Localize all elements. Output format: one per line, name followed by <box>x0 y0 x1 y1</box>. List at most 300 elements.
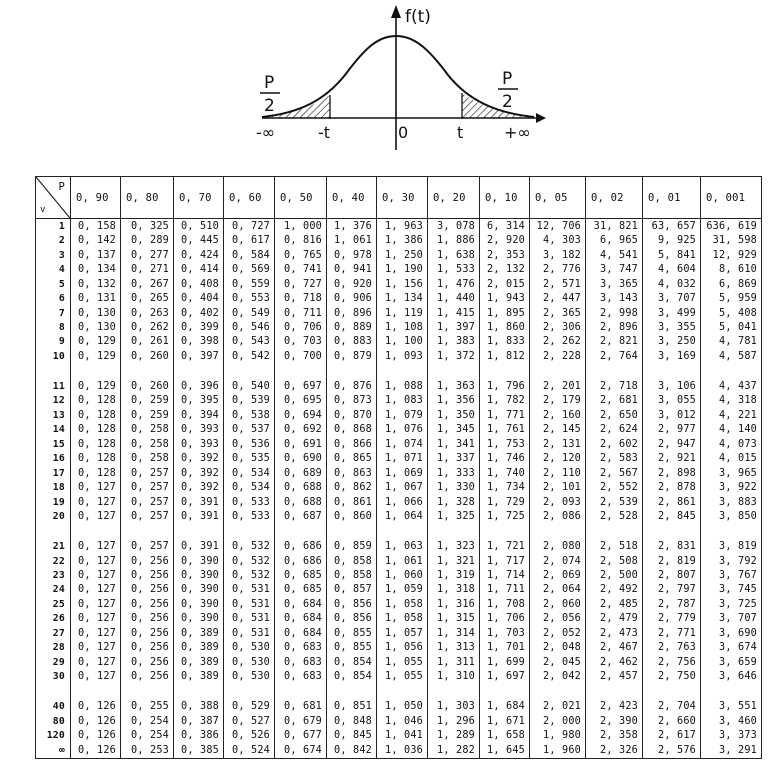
critical-value-cell: 2, 819 <box>643 554 701 568</box>
group-spacer <box>36 364 762 380</box>
critical-value-cell: 0, 857 <box>327 583 377 597</box>
table-row <box>36 335 762 349</box>
critical-value-cell: 0, 856 <box>327 597 377 611</box>
critical-value-cell: 0, 542 <box>224 349 275 363</box>
critical-value-cell: 0, 842 <box>327 743 377 759</box>
critical-value-cell: 4, 140 <box>701 423 762 437</box>
critical-value-cell: 2, 492 <box>586 583 643 597</box>
critical-value-cell: 0, 537 <box>224 423 275 437</box>
critical-value-cell: 0, 391 <box>174 495 224 509</box>
critical-value-cell: 2, 617 <box>643 728 701 742</box>
corner-p-label: P <box>58 181 65 193</box>
critical-value-cell: 0, 546 <box>224 320 275 334</box>
critical-value-cell: 1, 699 <box>480 655 530 669</box>
critical-value-cell: 0, 390 <box>174 583 224 597</box>
table-row <box>36 262 762 276</box>
spacer-cell <box>174 684 224 700</box>
critical-value-cell: 1, 088 <box>377 379 428 393</box>
critical-value-cell: 0, 260 <box>121 349 174 363</box>
critical-value-cell: 0, 390 <box>174 568 224 582</box>
critical-value-cell: 0, 854 <box>327 655 377 669</box>
degrees-of-freedom-cell: 27 <box>36 626 71 640</box>
critical-value-cell: 0, 727 <box>275 277 327 291</box>
y-axis-arrow <box>391 5 401 18</box>
critical-value-cell: 3, 747 <box>586 262 643 276</box>
critical-value-cell: 2, 797 <box>643 583 701 597</box>
critical-value-cell: 9, 925 <box>643 234 701 248</box>
critical-value-cell: 3, 646 <box>701 669 762 683</box>
critical-value-cell: 2, 845 <box>643 509 701 523</box>
critical-value-cell: 3, 055 <box>643 394 701 408</box>
critical-value-cell: 0, 741 <box>275 262 327 276</box>
critical-value-cell: 0, 127 <box>71 655 121 669</box>
critical-value-cell: 0, 684 <box>275 597 327 611</box>
critical-value-cell: 0, 690 <box>275 452 327 466</box>
critical-value-cell: 0, 142 <box>71 234 121 248</box>
critical-value-cell: 0, 256 <box>121 612 174 626</box>
right-tail-numerator: P <box>502 69 513 89</box>
critical-value-cell: 0, 258 <box>121 437 174 451</box>
critical-value-cell: 3, 106 <box>643 379 701 393</box>
critical-value-cell: 2, 756 <box>643 655 701 669</box>
critical-value-cell: 0, 691 <box>275 437 327 451</box>
header-row <box>36 177 762 219</box>
critical-value-cell: 0, 527 <box>224 714 275 728</box>
critical-value-cell: 2, 771 <box>643 626 701 640</box>
critical-value-cell: 3, 250 <box>643 335 701 349</box>
critical-value-cell: 0, 391 <box>174 539 224 553</box>
critical-value-cell: 2, 228 <box>530 349 586 363</box>
critical-value-cell: 2, 423 <box>586 700 643 714</box>
critical-value-cell: 0, 584 <box>224 248 275 262</box>
critical-value-cell: 0, 392 <box>174 480 224 494</box>
critical-value-cell: 0, 289 <box>121 234 174 248</box>
spacer-cell <box>530 684 586 700</box>
critical-value-cell: 0, 127 <box>71 626 121 640</box>
critical-value-cell: 0, 978 <box>327 248 377 262</box>
critical-value-cell: 3, 291 <box>701 743 762 759</box>
spacer-cell <box>275 684 327 700</box>
critical-value-cell: 1, 440 <box>428 291 480 305</box>
degrees-of-freedom-cell: 80 <box>36 714 71 728</box>
spacer-cell <box>71 364 121 380</box>
critical-value-cell: 0, 855 <box>327 626 377 640</box>
critical-value-cell: 5, 959 <box>701 291 762 305</box>
critical-value-cell: 0, 533 <box>224 509 275 523</box>
critical-value-cell: 1, 061 <box>327 234 377 248</box>
critical-value-cell: 0, 700 <box>275 349 327 363</box>
critical-value-cell: 5, 841 <box>643 248 701 262</box>
critical-value-cell: 0, 393 <box>174 437 224 451</box>
critical-value-cell: 0, 253 <box>121 743 174 759</box>
column-header-p: 0, 02 <box>586 177 643 219</box>
critical-value-cell: 2, 101 <box>530 480 586 494</box>
critical-value-cell: 0, 686 <box>275 554 327 568</box>
table-row <box>36 641 762 655</box>
critical-value-cell: 0, 132 <box>71 277 121 291</box>
spacer-cell <box>275 524 327 540</box>
critical-value-cell: 0, 256 <box>121 669 174 683</box>
critical-value-cell: 0, 695 <box>275 394 327 408</box>
table-row <box>36 612 762 626</box>
group-spacer <box>36 524 762 540</box>
critical-value-cell: 0, 531 <box>224 626 275 640</box>
critical-value-cell: 1, 250 <box>377 248 428 262</box>
critical-value-cell: 2, 262 <box>530 335 586 349</box>
critical-value-cell: 0, 510 <box>174 219 224 234</box>
critical-value-cell: 2, 518 <box>586 539 643 553</box>
critical-value-cell: 1, 341 <box>428 437 480 451</box>
critical-value-cell: 0, 128 <box>71 394 121 408</box>
critical-value-cell: 0, 862 <box>327 480 377 494</box>
critical-value-cell: 1, 119 <box>377 306 428 320</box>
degrees-of-freedom-cell: 3 <box>36 248 71 262</box>
critical-value-cell: 2, 080 <box>530 539 586 553</box>
critical-value-cell: 0, 126 <box>71 728 121 742</box>
critical-value-cell: 0, 686 <box>275 539 327 553</box>
critical-value-cell: 2, 718 <box>586 379 643 393</box>
spacer-cell <box>275 364 327 380</box>
spacer-cell <box>36 684 71 700</box>
column-header-p: 0, 40 <box>327 177 377 219</box>
critical-value-cell: 0, 127 <box>71 495 121 509</box>
critical-value-cell: 2, 977 <box>643 423 701 437</box>
critical-value-cell: 2, 763 <box>643 641 701 655</box>
critical-value-cell: 0, 389 <box>174 655 224 669</box>
critical-value-cell: 0, 876 <box>327 379 377 393</box>
critical-value-cell: 2, 764 <box>586 349 643 363</box>
critical-value-cell: 0, 127 <box>71 612 121 626</box>
spacer-cell <box>480 684 530 700</box>
critical-value-cell: 2, 015 <box>480 277 530 291</box>
critical-value-cell: 1, 316 <box>428 597 480 611</box>
column-header-p: 0, 10 <box>480 177 530 219</box>
critical-value-cell: 1, 083 <box>377 394 428 408</box>
degrees-of-freedom-cell: ∞ <box>36 743 71 759</box>
critical-value-cell: 0, 683 <box>275 669 327 683</box>
degrees-of-freedom-cell: 30 <box>36 669 71 683</box>
table-row <box>36 509 762 523</box>
critical-value-cell: 2, 447 <box>530 291 586 305</box>
critical-value-cell: 31, 821 <box>586 219 643 234</box>
critical-value-cell: 0, 126 <box>71 714 121 728</box>
critical-value-cell: 2, 353 <box>480 248 530 262</box>
critical-value-cell: 0, 569 <box>224 262 275 276</box>
critical-value-cell: 0, 127 <box>71 641 121 655</box>
critical-value-cell: 4, 221 <box>701 408 762 422</box>
critical-value-cell: 2, 821 <box>586 335 643 349</box>
critical-value-cell: 0, 718 <box>275 291 327 305</box>
critical-value-cell: 1, 372 <box>428 349 480 363</box>
critical-value-cell: 0, 859 <box>327 539 377 553</box>
degrees-of-freedom-cell: 26 <box>36 612 71 626</box>
critical-value-cell: 0, 424 <box>174 248 224 262</box>
critical-value-cell: 1, 356 <box>428 394 480 408</box>
critical-value-cell: 1, 303 <box>428 700 480 714</box>
critical-value-cell: 1, 000 <box>275 219 327 234</box>
critical-value-cell: 1, 886 <box>428 234 480 248</box>
critical-value-cell: 3, 883 <box>701 495 762 509</box>
critical-value-cell: 0, 391 <box>174 509 224 523</box>
critical-value-cell: 0, 262 <box>121 320 174 334</box>
degrees-of-freedom-cell: 22 <box>36 554 71 568</box>
spacer-cell <box>36 364 71 380</box>
critical-value-cell: 1, 645 <box>480 743 530 759</box>
critical-value-cell: 1, 476 <box>428 277 480 291</box>
critical-value-cell: 3, 767 <box>701 568 762 582</box>
critical-value-cell: 0, 883 <box>327 335 377 349</box>
critical-value-cell: 1, 046 <box>377 714 428 728</box>
critical-value-cell: 4, 781 <box>701 335 762 349</box>
critical-value-cell: 0, 414 <box>174 262 224 276</box>
critical-value-cell: 0, 386 <box>174 728 224 742</box>
degrees-of-freedom-cell: 16 <box>36 452 71 466</box>
degrees-of-freedom-cell: 10 <box>36 349 71 363</box>
critical-value-cell: 0, 534 <box>224 466 275 480</box>
critical-value-cell: 1, 319 <box>428 568 480 582</box>
critical-value-cell: 1, 036 <box>377 743 428 759</box>
critical-value-cell: 31, 598 <box>701 234 762 248</box>
spacer-cell <box>480 524 530 540</box>
critical-value-cell: 0, 127 <box>71 539 121 553</box>
critical-value-cell: 0, 129 <box>71 349 121 363</box>
critical-value-cell: 0, 134 <box>71 262 121 276</box>
table-row <box>36 626 762 640</box>
critical-value-cell: 1, 895 <box>480 306 530 320</box>
critical-value-cell: 3, 460 <box>701 714 762 728</box>
corner-cell <box>36 177 71 219</box>
critical-value-cell: 1, 058 <box>377 597 428 611</box>
critical-value-cell: 0, 856 <box>327 612 377 626</box>
column-header-p: 0, 20 <box>428 177 480 219</box>
critical-value-cell: 1, 833 <box>480 335 530 349</box>
table-row <box>36 452 762 466</box>
degrees-of-freedom-cell: 5 <box>36 277 71 291</box>
table-row <box>36 291 762 305</box>
table-row <box>36 669 762 683</box>
critical-value-cell: 0, 685 <box>275 568 327 582</box>
critical-value-cell: 1, 069 <box>377 466 428 480</box>
critical-value-cell: 1, 050 <box>377 700 428 714</box>
table-row <box>36 597 762 611</box>
critical-value-cell: 0, 689 <box>275 466 327 480</box>
critical-value-cell: 2, 326 <box>586 743 643 759</box>
critical-value-cell: 0, 677 <box>275 728 327 742</box>
critical-value-cell: 0, 553 <box>224 291 275 305</box>
critical-value-cell: 0, 130 <box>71 306 121 320</box>
right-tail-denominator: 2 <box>502 92 513 112</box>
critical-value-cell: 0, 532 <box>224 554 275 568</box>
critical-value-cell: 0, 263 <box>121 306 174 320</box>
critical-value-cell: 0, 679 <box>275 714 327 728</box>
spacer-cell <box>428 684 480 700</box>
critical-value-cell: 3, 078 <box>428 219 480 234</box>
column-header-p: 0, 01 <box>643 177 701 219</box>
critical-value-cell: 12, 929 <box>701 248 762 262</box>
column-header-p: 0, 05 <box>530 177 586 219</box>
critical-value-cell: 0, 259 <box>121 408 174 422</box>
degrees-of-freedom-cell: 13 <box>36 408 71 422</box>
critical-value-cell: 2, 457 <box>586 669 643 683</box>
critical-value-cell: 1, 771 <box>480 408 530 422</box>
critical-value-cell: 1, 703 <box>480 626 530 640</box>
critical-value-cell: 12, 706 <box>530 219 586 234</box>
critical-value-cell: 636, 619 <box>701 219 762 234</box>
critical-value-cell: 0, 397 <box>174 349 224 363</box>
degrees-of-freedom-cell: 17 <box>36 466 71 480</box>
critical-value-cell: 1, 812 <box>480 349 530 363</box>
critical-value-cell: 0, 445 <box>174 234 224 248</box>
critical-value-cell: 1, 746 <box>480 452 530 466</box>
critical-value-cell: 1, 296 <box>428 714 480 728</box>
critical-value-cell: 6, 965 <box>586 234 643 248</box>
critical-value-cell: 1, 066 <box>377 495 428 509</box>
spacer-cell <box>701 524 762 540</box>
critical-value-cell: 1, 055 <box>377 669 428 683</box>
critical-value-cell: 1, 729 <box>480 495 530 509</box>
critical-value-cell: 0, 851 <box>327 700 377 714</box>
critical-value-cell: 0, 711 <box>275 306 327 320</box>
critical-value-cell: 0, 392 <box>174 452 224 466</box>
critical-value-cell: 0, 858 <box>327 554 377 568</box>
critical-value-cell: 0, 257 <box>121 466 174 480</box>
critical-value-cell: 3, 373 <box>701 728 762 742</box>
critical-value-cell: 0, 255 <box>121 700 174 714</box>
critical-value-cell: 2, 064 <box>530 583 586 597</box>
critical-value-cell: 0, 889 <box>327 320 377 334</box>
spacer-cell <box>327 684 377 700</box>
critical-value-cell: 2, 920 <box>480 234 530 248</box>
critical-value-cell: 0, 534 <box>224 480 275 494</box>
critical-value-cell: 1, 315 <box>428 612 480 626</box>
critical-value-cell: 0, 694 <box>275 408 327 422</box>
degrees-of-freedom-cell: 20 <box>36 509 71 523</box>
critical-value-cell: 2, 131 <box>530 437 586 451</box>
table-row <box>36 408 762 422</box>
critical-value-cell: 0, 870 <box>327 408 377 422</box>
critical-value-cell: 1, 156 <box>377 277 428 291</box>
critical-value-cell: 0, 538 <box>224 408 275 422</box>
critical-value-cell: 3, 850 <box>701 509 762 523</box>
critical-value-cell: 0, 127 <box>71 554 121 568</box>
critical-value-cell: 0, 530 <box>224 641 275 655</box>
degrees-of-freedom-cell: 15 <box>36 437 71 451</box>
spacer-cell <box>174 364 224 380</box>
critical-value-cell: 2, 896 <box>586 320 643 334</box>
column-header-p: 0, 70 <box>174 177 224 219</box>
critical-value-cell: 3, 674 <box>701 641 762 655</box>
critical-value-cell: 0, 257 <box>121 480 174 494</box>
critical-value-cell: 2, 750 <box>643 669 701 683</box>
critical-value-cell: 2, 878 <box>643 480 701 494</box>
critical-value-cell: 0, 861 <box>327 495 377 509</box>
critical-value-cell: 0, 540 <box>224 379 275 393</box>
critical-value-cell: 1, 740 <box>480 466 530 480</box>
critical-value-cell: 1, 701 <box>480 641 530 655</box>
critical-value-cell: 1, 323 <box>428 539 480 553</box>
critical-value-cell: 2, 861 <box>643 495 701 509</box>
critical-value-cell: 1, 314 <box>428 626 480 640</box>
critical-value-cell: 1, 415 <box>428 306 480 320</box>
critical-value-cell: 0, 533 <box>224 495 275 509</box>
critical-value-cell: 0, 920 <box>327 277 377 291</box>
critical-value-cell: 1, 734 <box>480 480 530 494</box>
critical-value-cell: 1, 063 <box>377 539 428 553</box>
critical-value-cell: 1, 074 <box>377 437 428 451</box>
critical-value-cell: 1, 321 <box>428 554 480 568</box>
critical-value-cell: 4, 318 <box>701 394 762 408</box>
degrees-of-freedom-cell: 7 <box>36 306 71 320</box>
critical-value-cell: 0, 685 <box>275 583 327 597</box>
degrees-of-freedom-cell: 14 <box>36 423 71 437</box>
critical-value-cell: 0, 727 <box>224 219 275 234</box>
critical-value-cell: 1, 782 <box>480 394 530 408</box>
t-critical-values-table <box>35 176 762 759</box>
critical-value-cell: 0, 848 <box>327 714 377 728</box>
table-row <box>36 495 762 509</box>
critical-value-cell: 0, 256 <box>121 554 174 568</box>
critical-value-cell: 0, 399 <box>174 320 224 334</box>
critical-value-cell: 1, 056 <box>377 641 428 655</box>
critical-value-cell: 2, 508 <box>586 554 643 568</box>
critical-value-cell: 0, 257 <box>121 509 174 523</box>
critical-value-cell: 1, 761 <box>480 423 530 437</box>
critical-value-cell: 0, 529 <box>224 700 275 714</box>
critical-value-cell: 2, 467 <box>586 641 643 655</box>
critical-value-cell: 0, 402 <box>174 306 224 320</box>
degrees-of-freedom-cell: 23 <box>36 568 71 582</box>
critical-value-cell: 5, 041 <box>701 320 762 334</box>
critical-value-cell: 0, 271 <box>121 262 174 276</box>
spacer-cell <box>530 364 586 380</box>
column-header-p: 0, 60 <box>224 177 275 219</box>
critical-value-cell: 1, 706 <box>480 612 530 626</box>
table-row <box>36 306 762 320</box>
degrees-of-freedom-cell: 19 <box>36 495 71 509</box>
critical-value-cell: 0, 879 <box>327 349 377 363</box>
t-distribution-figure <box>0 0 771 175</box>
table-row <box>36 320 762 334</box>
critical-value-cell: 0, 254 <box>121 714 174 728</box>
critical-value-cell: 0, 126 <box>71 743 121 759</box>
critical-value-cell: 1, 064 <box>377 509 428 523</box>
spacer-cell <box>643 524 701 540</box>
critical-value-cell: 0, 390 <box>174 597 224 611</box>
table-row <box>36 394 762 408</box>
critical-value-cell: 0, 860 <box>327 509 377 523</box>
table-row <box>36 277 762 291</box>
critical-value-cell: 0, 865 <box>327 452 377 466</box>
critical-value-cell: 0, 131 <box>71 291 121 305</box>
degrees-of-freedom-cell: 1 <box>36 219 71 234</box>
critical-value-cell: 2, 056 <box>530 612 586 626</box>
critical-value-cell: 0, 126 <box>71 700 121 714</box>
critical-value-cell: 0, 256 <box>121 655 174 669</box>
spacer-cell <box>224 364 275 380</box>
critical-value-cell: 0, 128 <box>71 423 121 437</box>
column-header-p: 0, 90 <box>71 177 121 219</box>
critical-value-cell: 6, 314 <box>480 219 530 234</box>
critical-value-cell: 0, 532 <box>224 568 275 582</box>
table-row <box>36 655 762 669</box>
spacer-cell <box>480 364 530 380</box>
critical-value-cell: 0, 261 <box>121 335 174 349</box>
critical-value-cell: 3, 725 <box>701 597 762 611</box>
critical-value-cell: 0, 129 <box>71 379 121 393</box>
critical-value-cell: 3, 745 <box>701 583 762 597</box>
critical-value-cell: 0, 868 <box>327 423 377 437</box>
spacer-cell <box>327 364 377 380</box>
